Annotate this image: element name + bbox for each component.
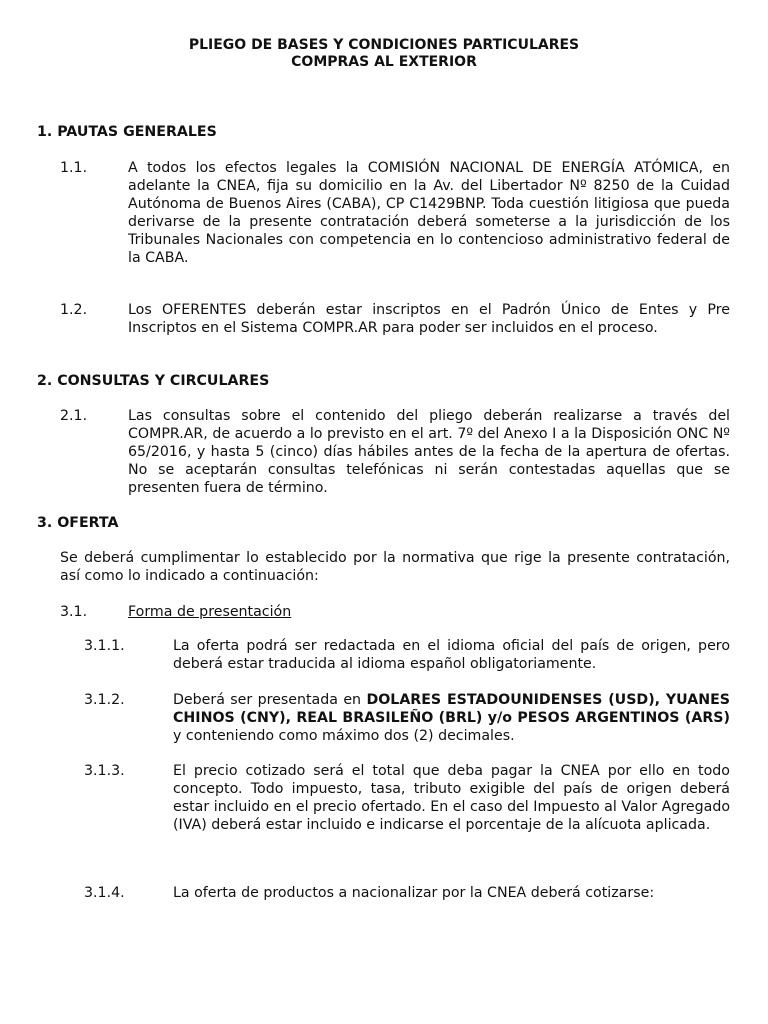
clause-1-2-text: Los OFERENTES deberán estar inscriptos en el Padrón Único de Entes y Pre Inscriptos en el Sistema COMPR.AR para poder ser incluidos en el proceso. (128, 302, 730, 336)
subclause-number: 3.1.1. (84, 638, 125, 654)
section-3-intro: Se deberá cumplimentar lo establecido por la normativa que rige la presente contratación, así como lo indicado a continuación: (60, 550, 730, 584)
clause-3-1-4-text: La oferta de productos a nacionalizar por la CNEA deberá cotizarse: (173, 885, 655, 901)
clause-3-1-1-text: La oferta podrá ser redactada en el idioma oficial del país de origen, pero deberá estar traducida al idioma español obligatoriamente. (173, 638, 730, 672)
clause-1-1-text: A todos los efectos legales la COMISIÓN NACIONAL DE ENERGÍA ATÓMICA, en adelante la CNEA, fija su domicilio en la Av. del Libertador Nº 8250 de la Cuidad Autónoma de Buenos Aires (CABA), CP C1429BNP. Toda cuestión litigiosa que pueda derivarse de la presente contratación deberá someterse a la jurisdicción de los Tribunales Nacionales con competencia en lo contencioso administrativo federal de la CABA. (128, 160, 730, 266)
clause-number: 2.1. (60, 408, 88, 424)
currency-list: DOLARES ESTADOUNIDENSES (USD), YUANES CHINOS (CNY), REAL BRASILEÑO (BRL) y/o PESOS ARGENTINOS (ARS) (173, 692, 730, 726)
section-2-heading: 2. CONSULTAS Y CIRCULARES (37, 373, 270, 389)
clause-2-1-text: Las consultas sobre el contenido del pliego deberán realizarse a través del COMPR.AR, de acuerdo a lo previsto en el art. 7º del Anexo I a la Disposición ONC Nº 65/2016, y hasta 5 (cinco) días hábiles antes de la fecha de la apertura de ofertas. No se aceptarán consultas telefónicas ni serán contestadas aquellas que se presenten fuera de término. (128, 408, 730, 496)
clause-3-1-title: Forma de presentación (128, 604, 292, 620)
document-title: PLIEGO DE BASES Y CONDICIONES PARTICULARES (188, 37, 580, 53)
clause-number: 1.1. (60, 160, 88, 176)
subclause-number: 3.1.3. (84, 763, 125, 779)
subclause-number: 3.1.4. (84, 885, 125, 901)
clause-3-1-2-lead: Deberá ser presentada en (173, 692, 367, 708)
subclause-number: 3.1.2. (84, 692, 125, 708)
clause-number: 1.2. (60, 302, 88, 318)
clause-number: 3.1. (60, 604, 88, 620)
document-subtitle: COMPRAS AL EXTERIOR (291, 54, 477, 70)
clause-3-1-3-text: El precio cotizado será el total que deba pagar la CNEA por ello en todo concepto. Todo impuesto, tasa, tributo exigible del país de origen deberá estar incluido en el precio ofertado. En el caso del Impuesto al Valor Agregado (IVA) deberá estar incluido e indicarse el porcentaje de la alícuota aplicada. (173, 763, 730, 833)
clause-3-1-2-text (173, 691, 730, 745)
section-1-heading: 1. PAUTAS GENERALES (37, 124, 217, 140)
clause-3-1-2-tail: y conteniendo como máximo dos (2) decimales. (173, 728, 515, 744)
section-3-heading: 3. OFERTA (37, 515, 119, 531)
